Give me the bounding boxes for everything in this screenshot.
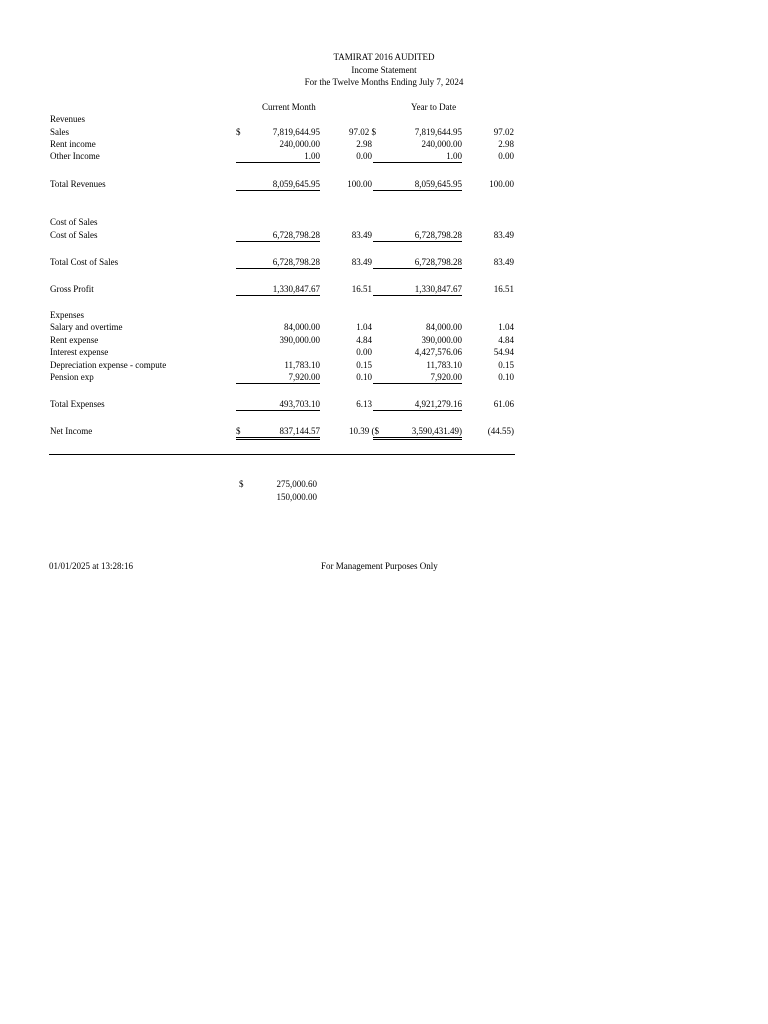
extra-value-1: 275,000.60 <box>276 479 317 489</box>
ytd-percent: 2.98 <box>498 139 514 149</box>
row-label: Rent income <box>50 139 96 149</box>
ytd-amount: 84,000.00 <box>426 322 462 332</box>
current-percent: 4.84 <box>356 335 372 345</box>
ytd-percent: 0.10 <box>498 372 514 382</box>
row-label: Net Income <box>50 426 93 436</box>
current-percent: 0.15 <box>356 360 372 370</box>
current-amount: 6,728,798.28 <box>236 230 320 242</box>
ytd-percent: 4.84 <box>498 335 514 345</box>
ytd-amount: 4,921,279.16 <box>373 399 462 411</box>
section-heading-cost-of-sales: Cost of Sales <box>50 217 98 227</box>
current-percent: 6.13 <box>356 399 372 409</box>
section-heading-expenses: Expenses <box>50 310 84 320</box>
row-label: Cost of Sales <box>50 230 98 240</box>
current-percent: 0.00 <box>356 151 372 161</box>
row-label: Total Cost of Sales <box>50 257 119 267</box>
section-heading-revenues: Revenues <box>50 114 85 124</box>
current-amount: 8,059,645.95 <box>236 179 320 191</box>
report-timestamp: 01/01/2025 at 13:28:16 <box>49 561 133 571</box>
row-label: Total Expenses <box>50 399 105 409</box>
row-label: Rent expense <box>50 335 99 345</box>
footer-note: For Management Purposes Only <box>321 561 438 571</box>
ytd-amount: 390,000.00 <box>421 335 462 345</box>
row-label: Pension exp <box>50 372 94 382</box>
ytd-amount: 7,920.00 <box>373 372 462 384</box>
row-label: Other Income <box>50 151 100 161</box>
ytd-percent: 61.06 <box>493 399 514 409</box>
ytd-amount: 3,590,431.49) <box>373 426 462 440</box>
row-label: Salary and overtime <box>50 322 123 332</box>
row-label: Depreciation expense - compute <box>50 360 167 370</box>
ytd-amount: 1,330,847.67 <box>373 284 462 296</box>
company-name: TAMIRAT 2016 AUDITED <box>333 52 435 62</box>
current-percent: 97.02 $ <box>349 127 376 137</box>
current-amount: 837,144.57 <box>236 426 320 440</box>
currency-symbol: $ <box>239 479 244 489</box>
ytd-percent: (44.55) <box>487 426 514 436</box>
current-amount: 1.00 <box>236 151 320 163</box>
current-amount: 493,703.10 <box>236 399 320 411</box>
current-amount: 7,920.00 <box>236 372 320 384</box>
ytd-amount: 8,059,645.95 <box>373 179 462 191</box>
column-header-current-month: Current Month <box>262 102 316 112</box>
current-percent: 10.39 ($ <box>349 426 379 436</box>
current-amount: 7,819,644.95 <box>272 127 320 137</box>
ytd-amount: 1.00 <box>373 151 462 163</box>
current-percent: 1.04 <box>356 322 372 332</box>
ytd-percent: 54.94 <box>493 347 514 357</box>
ytd-percent: 0.15 <box>498 360 514 370</box>
current-percent: 100.00 <box>347 179 372 189</box>
current-amount: 240,000.00 <box>279 139 320 149</box>
report-period: For the Twelve Months Ending July 7, 2024 <box>304 77 464 87</box>
section-divider <box>49 454 515 455</box>
currency-symbol: $ <box>236 426 241 436</box>
current-percent: 0.10 <box>356 372 372 382</box>
current-percent: 2.98 <box>356 139 372 149</box>
ytd-amount: 240,000.00 <box>421 139 462 149</box>
ytd-amount: 6,728,798.28 <box>373 257 462 269</box>
current-percent: 83.49 <box>351 257 372 267</box>
row-label: Total Revenues <box>50 179 106 189</box>
ytd-percent: 97.02 <box>493 127 514 137</box>
ytd-percent: 100.00 <box>489 179 514 189</box>
current-percent: 16.51 <box>351 284 372 294</box>
ytd-amount: 7,819,644.95 <box>414 127 462 137</box>
ytd-percent: 0.00 <box>498 151 514 161</box>
current-amount: 6,728,798.28 <box>236 257 320 269</box>
ytd-amount: 6,728,798.28 <box>373 230 462 242</box>
current-amount: 11,783.10 <box>284 360 320 370</box>
ytd-percent: 83.49 <box>493 230 514 240</box>
ytd-percent: 16.51 <box>493 284 514 294</box>
current-amount: 1,330,847.67 <box>236 284 320 296</box>
ytd-percent: 1.04 <box>498 322 514 332</box>
row-label: Gross Profit <box>50 284 94 294</box>
current-percent: 83.49 <box>351 230 372 240</box>
current-amount: 390,000.00 <box>279 335 320 345</box>
ytd-amount: 4,427,576.06 <box>414 347 462 357</box>
current-percent: 0.00 <box>356 347 372 357</box>
row-label: Interest expense <box>50 347 109 357</box>
ytd-amount: 11,783.10 <box>426 360 462 370</box>
row-label: Sales <box>50 127 69 137</box>
current-amount: 84,000.00 <box>284 322 320 332</box>
extra-value-2: 150,000.00 <box>276 492 317 502</box>
report-title: Income Statement <box>351 65 417 75</box>
ytd-percent: 83.49 <box>493 257 514 267</box>
currency-symbol: $ <box>236 127 241 137</box>
column-header-year-to-date: Year to Date <box>411 102 457 112</box>
